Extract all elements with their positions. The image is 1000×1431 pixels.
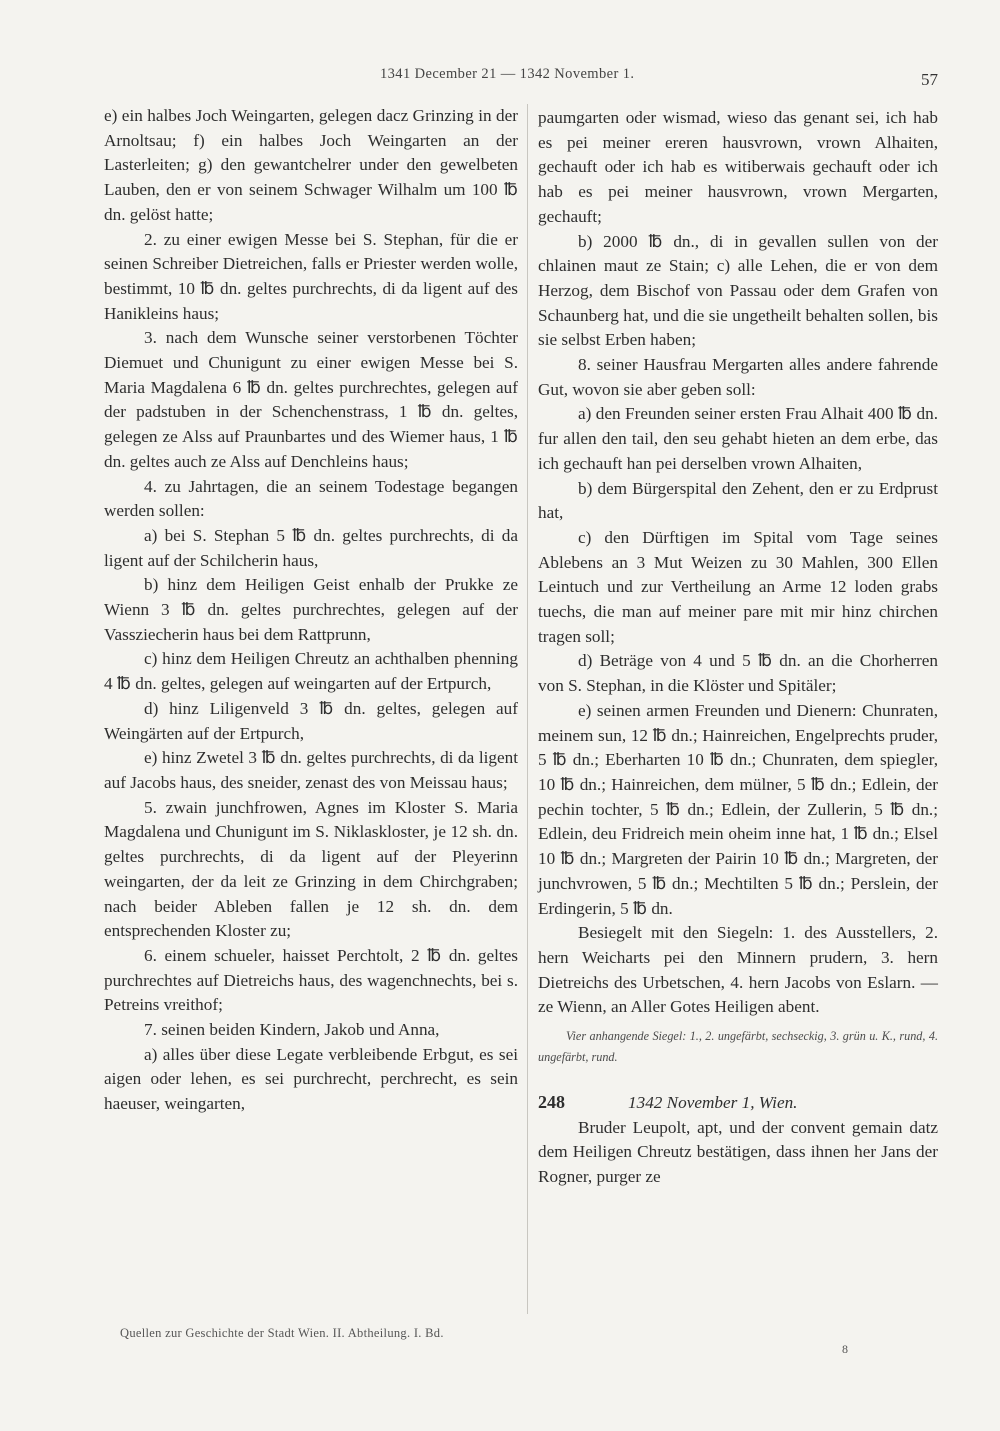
page-number: 57 [921,70,938,89]
paragraph: 5. zwain junchfrowen, Agnes im Kloster S. Maria Magdalena und Chunigunt im S. Niklaskloster, je 12 sh. dn. geltes purchrechts, di da ligent auf der Pleyerinn weingarten, der da leit ze Grinzing in dem Chirchgraben; nach beider Ableben fallen je 12 sh. dn. dem entsprechenden Kloster zu; [104,797,518,941]
paragraph: b) dem Bürgerspital den Zehent, den er zu Erdprust hat, [538,478,938,523]
paragraph: c) hinz dem Heiligen Chreutz an achthalben phenning 4 ℔ dn. geltes, gelegen auf weingarten auf der Ertpurch, [104,649,518,694]
running-header: 1341 December 21 — 1342 November 1. [380,66,635,82]
paragraph: 6. einem schueler, haisset Perchtolt, 2 ℔ dn. geltes purchrechtes auf Dietreichs haus, des wagenchnechts, bei s. Petreins vreithof; [104,945,518,1015]
paragraph: 8. seiner Hausfrau Mergarten alles andere fahrende Gut, wovon sie aber geben soll: [538,355,938,399]
paragraph: b) hinz dem Heiligen Geist enhalb der Prukke ze Wienn 3 ℔ dn. geltes purchrechtes, gelegen auf der Vassziecherin haus bei dem Rattprunn, [104,575,518,644]
paragraph: c) den Dürftigen im Spital vom Tage seines Ablebens an 3 Mut Weizen zu 30 Mahlen, 300 Ellen Leintuch und zur Vertheilung an Arme 12 loden grabs tuechs, die man auf meiner pare mit mir hinz chirchen tragen soll; [538,527,938,646]
document-date: 1342 November 1, Wien. [628,1093,798,1113]
paragraph: d) hinz Liligenveld 3 ℔ dn. geltes, gelegen auf Weingärten auf der Ertpurch, [104,698,518,743]
left-column [104,104,518,1117]
paragraph: 3. nach dem Wunsche seiner verstorbenen Töchter Diemuet und Chunigunt zu einer ewigen Messe bei S. Maria Magdalena 6 ℔ dn. geltes purchrechtes, gelegen auf der padstuben in der Schenchenstrass, 1 ℔ dn. geltes, gelegen ze Alss auf Praunbartes und des Wiemer haus, 1 ℔ dn. geltes auch ze Alss auf Denchleins haus; [104,328,518,471]
paragraph: d) Beträge von 4 und 5 ℔ dn. an die Chorherren von S. Stephan, in die Klöster und Spitäler; [538,651,938,696]
paragraph: 4. zu Jahrtagen, die an seinem Todestage begangen werden sollen: [104,476,518,521]
seal-note: Vier anhangende Siegel: 1., 2. ungefärbt, sechseckig, 3. grün u. K., rund, 4. ungefärbt, rund. [538,1029,938,1065]
right-column [538,106,938,1190]
document-heading [538,1090,938,1116]
footer-series: Quellen zur Geschichte der Stadt Wien. II. Abtheilung. I. Bd. [120,1326,444,1340]
paragraph: b) 2000 ℔ dn., di in gevallen sullen von der chlainen maut ze Stain; c) alle Lehen, die er von dem Herzog, dem Bischof von Passau oder dem Grafen von Schaunberg hat, und die sie ungetheilt behalten sollen, bis sie selbst Erben haben; [538,231,938,350]
paragraph: paumgarten oder wismad, wieso das genant sei, ich hab es pei meiner ereren hausvrown, vrown Alhaiten, gechauft oder ich hab es witiberwais gechauft oder ich hab es pei meiner hausvrown, vrown Mergarten, gechauft; [538,108,938,226]
paragraph: a) alles über diese Legate verbleibende Erbgut, es sei aigen oder lehen, es sei purchrecht, perchrecht, es sein haeuser, weingarten, [104,1044,518,1114]
paragraph: a) den Freunden seiner ersten Frau Alhait 400 ℔ dn. fur allen den tail, den seu gehabt hieten an dem erbe, das ich gechauft han pei derselben vrown Alhaiten, [538,404,938,473]
signature-mark: 8 [842,1342,848,1356]
paragraph: e) ein halbes Joch Weingarten, gelegen dacz Grinzing in der Arnoltsau; f) ein halbes Joch Weingarten an der Lasterleiten; g) den gewantchelrer under den gewelbeten Lauben, den er von seinem Schwager Wilhalm um 100 ℔ dn. gelöst hatte; [104,106,518,224]
column-divider [527,104,528,1314]
paragraph: e) seinen armen Freunden und Dienern: Chunraten, meinem sun, 12 ℔ dn.; Hainreichen, Engelprechts pruder, 5 ℔ dn.; Eberharten 10 ℔ dn.; Chunraten, dem spiegler, 10 ℔ dn.; Hainreichen, dem mülner, 5 ℔ dn.; Edlein, der pechin tochter, 5 ℔ dn.; Edlein, der Zullerin, 5 ℔ dn.; Edlein, deu Fridreich mein oheim inne hat, 1 ℔ dn.; Elsel 10 ℔ dn.; Margreten der Pairin 10 ℔ dn.; Margreten, der junchvrowen, 5 ℔ dn.; Mechtilten 5 ℔ dn.; Perslein, der Erdingerin, 5 ℔ dn. [538,700,938,918]
document-number: 248 [538,1092,565,1113]
paragraph: 2. zu einer ewigen Messe bei S. Stephan, für die er seinen Schreiber Dietreichen, falls er Priester werden wolle, bestimmt, 10 ℔ dn. geltes purchrechts, di da ligent auf des Hanikleins haus; [104,229,518,323]
paragraph: 7. seinen beiden Kindern, Jakob und Anna, [144,1020,440,1040]
paragraph: a) bei S. Stephan 5 ℔ dn. geltes purchrechts, di da ligent auf der Schilcherin haus, [104,525,518,570]
paragraph: Besiegelt mit den Siegeln: 1. des Ausstellers, 2. hern Weicharts pei den Minnern prudern, 3. hern Dietreichs des Urbetschen, 4. hern Jacobs von Eslarn. — ze Wienn, an Aller Gotes Heiligen abent. [538,923,938,1017]
paragraph: Bruder Leupolt, apt, und der convent gemain datz dem Heiligen Chreutz bestätigen, dass ihnen her Jans der Rogner, purger ze [538,1117,938,1187]
paragraph: e) hinz Zwetel 3 ℔ dn. geltes purchrechts, di da ligent auf Jacobs haus, des sneider, zenast des von Meissau haus; [104,748,518,792]
